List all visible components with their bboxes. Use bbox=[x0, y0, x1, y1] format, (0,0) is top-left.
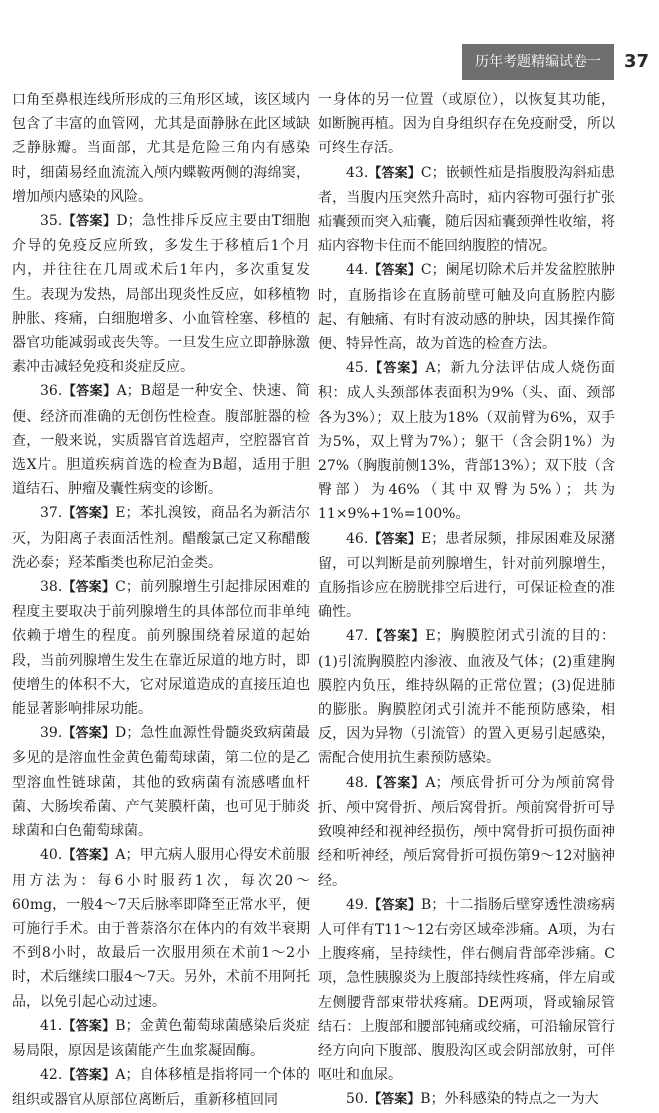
answer-tag: 【答案】 bbox=[368, 775, 426, 791]
answer-item bbox=[318, 356, 615, 526]
left-column bbox=[12, 88, 310, 1109]
answer-tag: 【答案】 bbox=[368, 165, 421, 181]
answer-tag: 【答案】 bbox=[62, 848, 116, 864]
answer-text: D；急性血源性骨髓炎致病菌最多见的是溶血性金黄色葡萄球菌，第二位的是乙型溶血性链球菌，其他的致病菌有流感嗜血杆菌、大肠埃希菌、产气荚膜杆菌，也可见于肺炎球菌和白色葡萄球菌。 bbox=[12, 725, 310, 840]
continued-paragraph bbox=[12, 88, 310, 209]
continued-paragraph bbox=[318, 88, 615, 161]
answer-text: 一身体的另一位置（或原位），以恢复其功能，如断腕再植。因为自身组织存在免疫耐受，所以可终生存活。 bbox=[318, 92, 615, 157]
answer-number: 49. bbox=[346, 896, 369, 913]
answer-text: A；自体移植是指将同一个体的组织或器官从原部位离断后，重新移植回同 bbox=[12, 1067, 310, 1109]
answer-number: 39. bbox=[40, 725, 63, 742]
answer-text: E；患者尿频，排尿困难及尿潴留，可以判断是前列腺增生，针对前列腺增生，直肠指诊应在膀胱排空后进行，可保证检查的准确性。 bbox=[318, 530, 615, 621]
answer-tag: 【答案】 bbox=[368, 263, 421, 279]
answer-tag: 【答案】 bbox=[368, 361, 426, 377]
answer-item bbox=[12, 1014, 310, 1063]
answer-number: 36. bbox=[40, 383, 63, 400]
answer-number: 48. bbox=[346, 774, 369, 791]
page-header bbox=[0, 0, 659, 84]
answer-item bbox=[318, 624, 615, 770]
answer-text: B；十二指肠后壁穿透性溃疡病人可伴有T11～12右旁区域牵涉痛。A项，为右上腹疼痛，呈持续性，伴右侧肩背部牵涉痛。C项，急性胰腺炎为上腹部持续性疼痛，伴左肩或左侧腰背部束带状疼痛。DE两项，肾或输尿管结石：上腹部和腰部钝痛或绞痛，可沿输尿管行经方向向下腹部、腹股沟区或会阴部放射，可伴呕吐和血尿。 bbox=[318, 896, 615, 1084]
answer-number: 47. bbox=[346, 628, 369, 645]
answer-item bbox=[12, 501, 310, 575]
answer-tag: 【答案】 bbox=[62, 384, 117, 400]
answer-item bbox=[318, 771, 615, 893]
answer-item bbox=[12, 721, 310, 843]
answer-text: A；颅底骨折可分为颅前窝骨折、颅中窝骨折、颅后窝骨折。颅前窝骨折可导致嗅神经和视神经损伤，颅中窝骨折可损伤面神经和听神经，颅后窝骨折可损伤第9～12对脑神经。 bbox=[318, 774, 615, 889]
answer-tag: 【答案】 bbox=[368, 897, 421, 913]
answer-item bbox=[318, 161, 615, 259]
page-number: 37 bbox=[623, 51, 650, 72]
answer-item bbox=[318, 893, 615, 1088]
answer-text: A；新九分法评估成人烧伤面积：成人头颈部体表面积为9%（头、面、颈部各为3%）；双上肢为18%（双前臂为6%，双手为5%，双上臂为7%）；躯干（含会阴1%）为27%（胸腹前侧13%，背部13%）；双下肢（含臀部）为46%（其中双臀为5%）；共为11×9%+1%=100%。 bbox=[318, 360, 615, 523]
answer-item bbox=[12, 1063, 310, 1112]
answer-number: 41. bbox=[40, 1017, 63, 1034]
answer-number: 45. bbox=[346, 360, 369, 377]
answer-text: A；B超是一种安全、快速、简便、经济而准确的无创伤性检查。腹部脏器的检查，一般来说，实质器官首选超声，空腔器官首选X片。胆道疾病首选的检查为B超，适用于胆道结石、肿瘤及囊性病变的诊断。 bbox=[12, 383, 310, 498]
answer-tag: 【答案】 bbox=[62, 506, 116, 522]
answer-number: 42. bbox=[40, 1067, 63, 1084]
right-column bbox=[318, 88, 615, 1108]
answer-number: 43. bbox=[346, 164, 369, 181]
answer-number: 44. bbox=[346, 262, 369, 279]
answer-number: 50. bbox=[346, 1091, 369, 1108]
answer-item bbox=[12, 209, 310, 379]
answer-number: 46. bbox=[346, 530, 369, 547]
answer-text: D；急性排斥反应主要由T细胞介导的免疫反应所致，多发生于移植后1个月内，并往往在几周或术后1年内，多次重复发生。表现为发热，局部出现炎性反应，如移植物肿胀、疼痛，白细胞增多、小血管栓塞、移植的器官功能减弱或丧失等。一旦发生应立即静脉激素冲击减轻免疫和炎症反应。 bbox=[12, 213, 310, 376]
answer-number: 35. bbox=[40, 213, 63, 230]
answer-tag: 【答案】 bbox=[368, 629, 426, 645]
answer-text: C；前列腺增生引起排尿困难的程度主要取决于前列腺增生的具体部位而非单纯依赖于增生的程度。前列腺围绕着尿道的起始段，当前列腺增生发生在靠近尿道的地方时，即使增生的体积不大，它对尿道造成的直接压迫也能显著影响排尿功能。 bbox=[12, 579, 310, 718]
answer-text: B；金黄色葡萄球菌感染后炎症易局限，原因是该菌能产生血浆凝固酶。 bbox=[12, 1017, 310, 1059]
answer-number: 40. bbox=[40, 847, 63, 864]
header-title: 历年考题精编试卷一 bbox=[475, 54, 601, 70]
answer-item bbox=[318, 527, 615, 625]
answer-text: B；外科感染的特点之一为大 bbox=[420, 1091, 599, 1108]
answer-item bbox=[318, 1087, 615, 1112]
answer-tag: 【答案】 bbox=[368, 1092, 421, 1108]
answer-tag: 【答案】 bbox=[62, 1018, 116, 1034]
answer-text: E；苯扎溴铵，商品名为新洁尔灭，为阳离子表面活性剂。醋酸氯己定又称醋酸洗必泰；羟苯酯类也称尼泊金类。 bbox=[12, 505, 310, 571]
answer-item bbox=[12, 843, 310, 1013]
answer-text: E；胸膜腔闭式引流的目的：(1)引流胸膜腔内渗液、血液及气体；(2)重建胸膜腔内负压，维持纵隔的正常位置；(3)促进肺的膨胀。胸膜腔闭式引流并不能预防感染，相反，因为异物（引流管）的置入更易引起感染，需配合使用抗生素预防感染。 bbox=[318, 628, 615, 767]
answer-item bbox=[12, 575, 310, 721]
answer-text: C；阑尾切除术后并发盆腔脓肿时，直肠指诊在直肠前壁可触及向直肠腔内膨起、有触痛、有时有波动感的肿块，因其操作简便、特异性高，故为首选的检查方法。 bbox=[318, 262, 615, 353]
answer-tag: 【答案】 bbox=[62, 580, 116, 596]
answer-text: C；嵌顿性疝是指腹股沟斜疝患者，当腹内压突然升高时，疝内容物可强行扩张疝囊颈而突入疝囊，随后因疝囊颈弹性收缩，将疝内容物卡住而不能回纳腹腔的情况。 bbox=[318, 164, 615, 255]
answer-item bbox=[12, 379, 310, 501]
answer-text: 口角至鼻根连线所形成的三角形区域，该区域内包含了丰富的血管网，尤其是面静脉在此区域缺乏静脉瓣。当面部，尤其是危险三角内有感染时，细菌易经血流流入颅内蝶鞍两侧的海绵窦，增加颅内感染的风险。 bbox=[12, 92, 310, 205]
answer-text: A；甲亢病人服用心得安术前服用方法为：每6小时服药1次，每次20～60mg，一般4～7天后脉率即降至正常水平，便可施行手术。由于普萘洛尔在体内的有效半衰期不到8小时，故最后一次服用须在术前1～2小时，术后继续口服4～7天。另外，术前不用阿托品，以免引起心动过速。 bbox=[12, 847, 310, 1010]
answer-tag: 【答案】 bbox=[62, 726, 115, 742]
answer-number: 37. bbox=[40, 505, 63, 522]
answer-tag: 【答案】 bbox=[62, 1068, 116, 1084]
answer-number: 38. bbox=[40, 579, 63, 596]
answer-tag: 【答案】 bbox=[368, 531, 421, 547]
answer-tag: 【答案】 bbox=[62, 214, 117, 230]
answer-item bbox=[318, 258, 615, 356]
